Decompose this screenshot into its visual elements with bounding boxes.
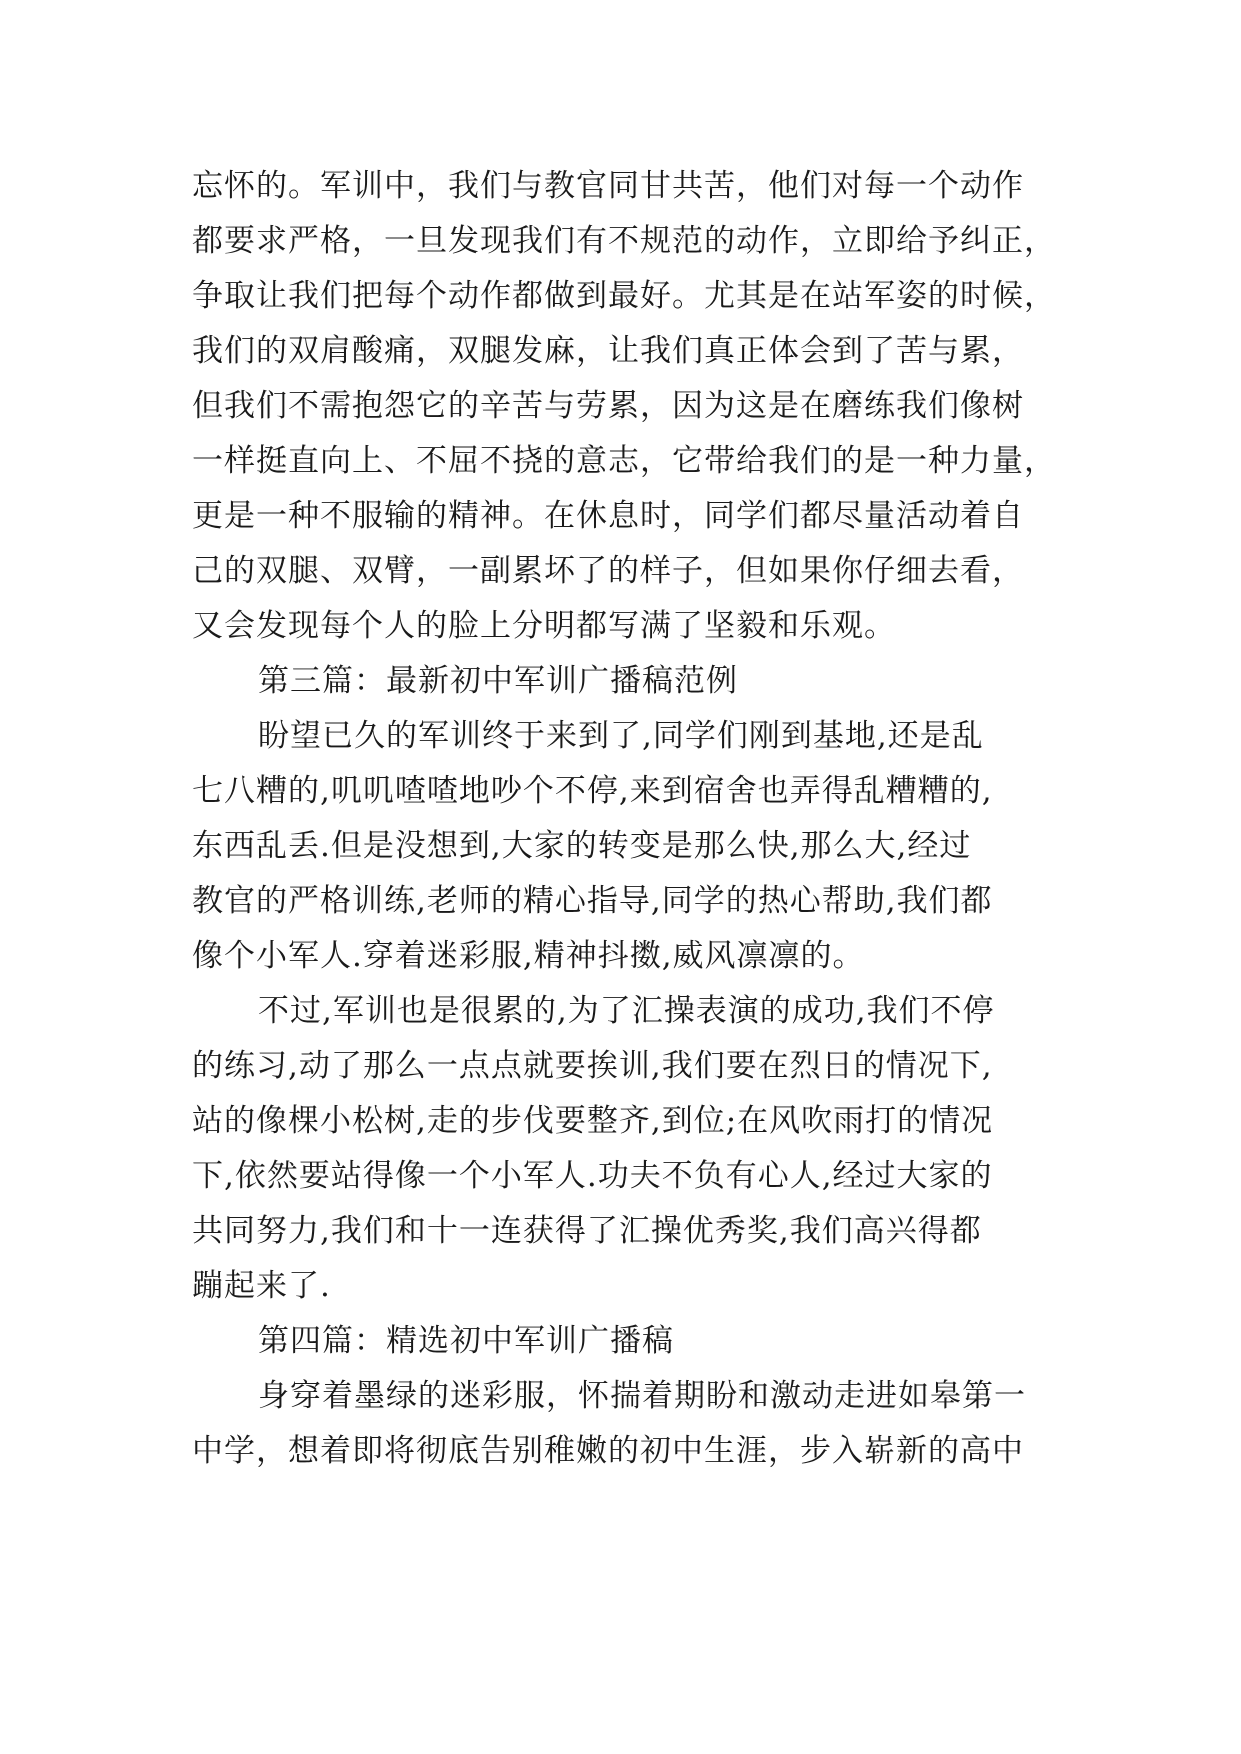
- text-line: 下,依然要站得像一个小军人.功夫不负有心人,经过大家的: [192, 1158, 993, 1194]
- text-line: 盼望已久的军训终于来到了,同学们刚到基地,还是乱: [258, 718, 984, 754]
- text-line: 一样挺直向上、不屈不挠的意志，它带给我们的是一种力量，: [192, 443, 1056, 479]
- text-line: 七八糟的,叽叽喳喳地吵个不停,来到宿舍也弄得乱糟糟的,: [192, 773, 993, 809]
- text-line: 像个小军人.穿着迷彩服,精神抖擞,威风凛凛的。: [192, 938, 865, 974]
- section-heading: 第三篇：最新初中军训广播稿范例: [258, 663, 738, 699]
- text-line: 不过,军训也是很累的,为了汇操表演的成功,我们不停: [258, 993, 995, 1029]
- text-line: 都要求严格，一旦发现我们有不规范的动作，立即给予纠正，: [192, 223, 1056, 259]
- text-line: 更是一种不服输的精神。在休息时，同学们都尽量活动着自: [192, 498, 1024, 534]
- text-line: 共同努力,我们和十一连获得了汇操优秀奖,我们高兴得都: [192, 1213, 982, 1249]
- text-line: 我们的双肩酸痛，双腿发麻，让我们真正体会到了苦与累，: [192, 333, 1024, 369]
- text-line: 中学，想着即将彻底告别稚嫩的初中生涯，步入崭新的高中: [192, 1433, 1024, 1469]
- text-line: 但我们不需抱怨它的辛苦与劳累，因为这是在磨练我们像树: [192, 388, 1024, 424]
- text-line: 己的双腿、双臂，一副累坏了的样子，但如果你仔细去看，: [192, 553, 1024, 589]
- text-line: 又会发现每个人的脸上分明都写满了坚毅和乐观。: [192, 608, 896, 644]
- text-line: 教官的严格训练,老师的精心指导,同学的热心帮助,我们都: [192, 883, 993, 919]
- section-heading: 第四篇：精选初中军训广播稿: [258, 1323, 674, 1359]
- text-line: 忘怀的。军训中，我们与教官同甘共苦，他们对每一个动作: [192, 168, 1024, 204]
- text-line: 站的像棵小松树,走的步伐要整齐,到位;在风吹雨打的情况: [192, 1103, 994, 1139]
- text-line: 争取让我们把每个动作都做到最好。尤其是在站军姿的时候，: [192, 278, 1056, 314]
- text-line: 东西乱丢.但是没想到,大家的转变是那么快,那么大,经过: [192, 828, 972, 864]
- text-line: 身穿着墨绿的迷彩服，怀揣着期盼和激动走进如皋第一: [258, 1378, 1026, 1414]
- text-line: 蹦起来了.: [192, 1268, 331, 1304]
- text-line: 的练习,动了那么一点点就要挨训,我们要在烈日的情况下,: [192, 1048, 993, 1084]
